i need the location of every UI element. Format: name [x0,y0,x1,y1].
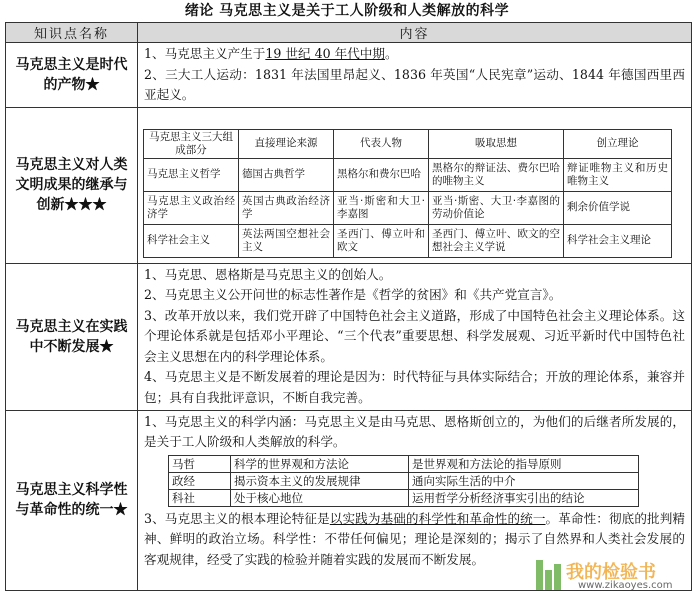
knowledge-table [5,22,692,591]
inner-header-cell: 马克思主义三大组成部分 [144,129,239,158]
knowledge-point-name: 马克思主义对人类文明成果的继承与创新★★★ [6,107,138,263]
inner-cell: 是世界观和方法论的指导原则 [409,455,639,472]
inner-cell: 英法两国空想社会主义 [239,224,334,257]
inner-cell: 亚当·斯密和大卫·李嘉图 [334,191,429,224]
content-line [144,44,685,65]
content-line: 2、三大工人运动：1831 年法国里昂起义、1836 年英国“人民宪章”运动、1844 年德国西里西亚起义。 [144,66,685,102]
watermark-brand: 我的检验书 [566,562,656,583]
text-segment: 。革命性：彻底的批判精神、鲜明的政治立场。科学性：不带任何偏见；理论是深刻的；揭示了自然界和人类社会发展的客观规律，经受了实践的检验并随着实践的发展而不断发展。 [144,510,686,567]
watermark-url: www.zikaoyes.com [578,580,673,591]
inner-cell: 揭示资本主义的发展规律 [231,472,409,489]
inner-cell: 亚当·斯密、大卫·李嘉图的劳动价值论 [429,191,564,224]
inner-cell: 剩余价值学说 [564,191,672,224]
inner-cell: 马哲 [169,455,231,472]
content-cell [138,43,692,108]
content-paragraph: 1、马克思、恩格斯是马克思主义的创始人。 [144,266,392,282]
inner-row [169,455,639,472]
table-row [6,43,692,108]
page-title: 绪论 马克思主义是关于工人阶级和人类解放的科学 [184,3,510,19]
inner-header-cell: 代表人物 [334,129,429,158]
inner-cell: 马克思主义政治经济学 [144,191,239,224]
inner-cell: 科学社会主义 [144,224,239,257]
inner-cell: 科学的世界观和方法论 [231,455,409,472]
watermark [536,556,686,596]
underlined-text: 以实践为基础的科学性和革命性的统一 [329,510,546,526]
header-content: 内容 [138,23,692,43]
inner-cell: 辩证唯物主义和历史唯物主义 [564,158,672,191]
header-knowledge-point: 知识点名称 [6,23,138,43]
inner-cell: 政经 [169,472,231,489]
inner-row [169,489,639,506]
marxism-parts-table [168,455,639,507]
watermark-logo-icon [536,560,562,590]
inner-cell: 通向实际生活的中介 [409,472,639,489]
inner-cell: 马克思主义哲学 [144,158,239,191]
inner-header-row [144,129,672,158]
table-row [6,107,692,263]
inner-row [144,224,672,257]
inner-row [144,191,672,224]
content-paragraph: 1、马克思主义的科学内涵：马克思主义是由马克思、恩格斯创立的，为他们的后继者所发展的，是关于工人阶级和人类解放的科学。 [144,413,685,449]
inner-header-cell: 吸取思想 [429,129,564,158]
content-paragraph: 3、改革开放以来，我们党开辟了中国特色社会主义道路，形成了中国特色社会主义理论体系。这个理论体系就是包括邓小平理论、“三个代表”重要思想、科学发展观、习近平新时代中国特色社会主义思想在内的科学理论体系。 [144,307,685,364]
inner-row [169,472,639,489]
inner-header-cell: 直接理论来源 [239,129,334,158]
knowledge-point-name: 马克思主义科学性与革命性的统一★ [6,410,138,590]
content-paragraph: 2、马克思主义公开问世的标志性著作是《哲学的贫困》和《共产党宣言》。 [144,287,562,302]
inner-cell: 英国古典政治经济学 [239,191,334,224]
inner-cell: 圣西门、傅立叶和欧文 [334,224,429,257]
content-cell [138,107,692,263]
knowledge-point-name: 马克思主义是时代的产物★ [6,43,138,108]
content-paragraph: 4、马克思主义是不断发展着的理论是因为：时代特征与具体实际结合；开放的理论体系，兼容并包；具有自我批评意识，不断自我完善。 [144,369,685,405]
content-cell [138,263,692,410]
text-segment: 3、马克思主义的根本理论特征是 [144,510,330,526]
inner-cell: 德国古典哲学 [239,158,334,191]
table-row [6,263,692,410]
table-header-row [6,23,692,43]
text-segment: 1、马克思主义产生于 [144,46,266,61]
underlined-text: 19 世纪 40 年代中期 [265,46,385,61]
marxism-components-table [143,129,672,258]
inner-cell: 黑格尔的辩证法、费尔巴哈的唯物主义 [429,158,564,191]
inner-cell: 圣西门、傅立叶、欧文的空想社会主义学说 [429,224,564,257]
inner-cell: 科社 [169,489,231,506]
inner-cell: 运用哲学分析经济事实引出的结论 [409,489,639,506]
text-segment: 。 [384,46,398,61]
knowledge-point-name: 马克思主义在实践中不断发展★ [6,263,138,410]
inner-cell: 处于核心地位 [231,489,409,506]
inner-cell: 科学社会主义理论 [564,224,672,257]
inner-row [144,158,672,191]
inner-header-cell: 创立理论 [564,129,672,158]
inner-cell: 黑格尔和费尔巴哈 [334,158,429,191]
